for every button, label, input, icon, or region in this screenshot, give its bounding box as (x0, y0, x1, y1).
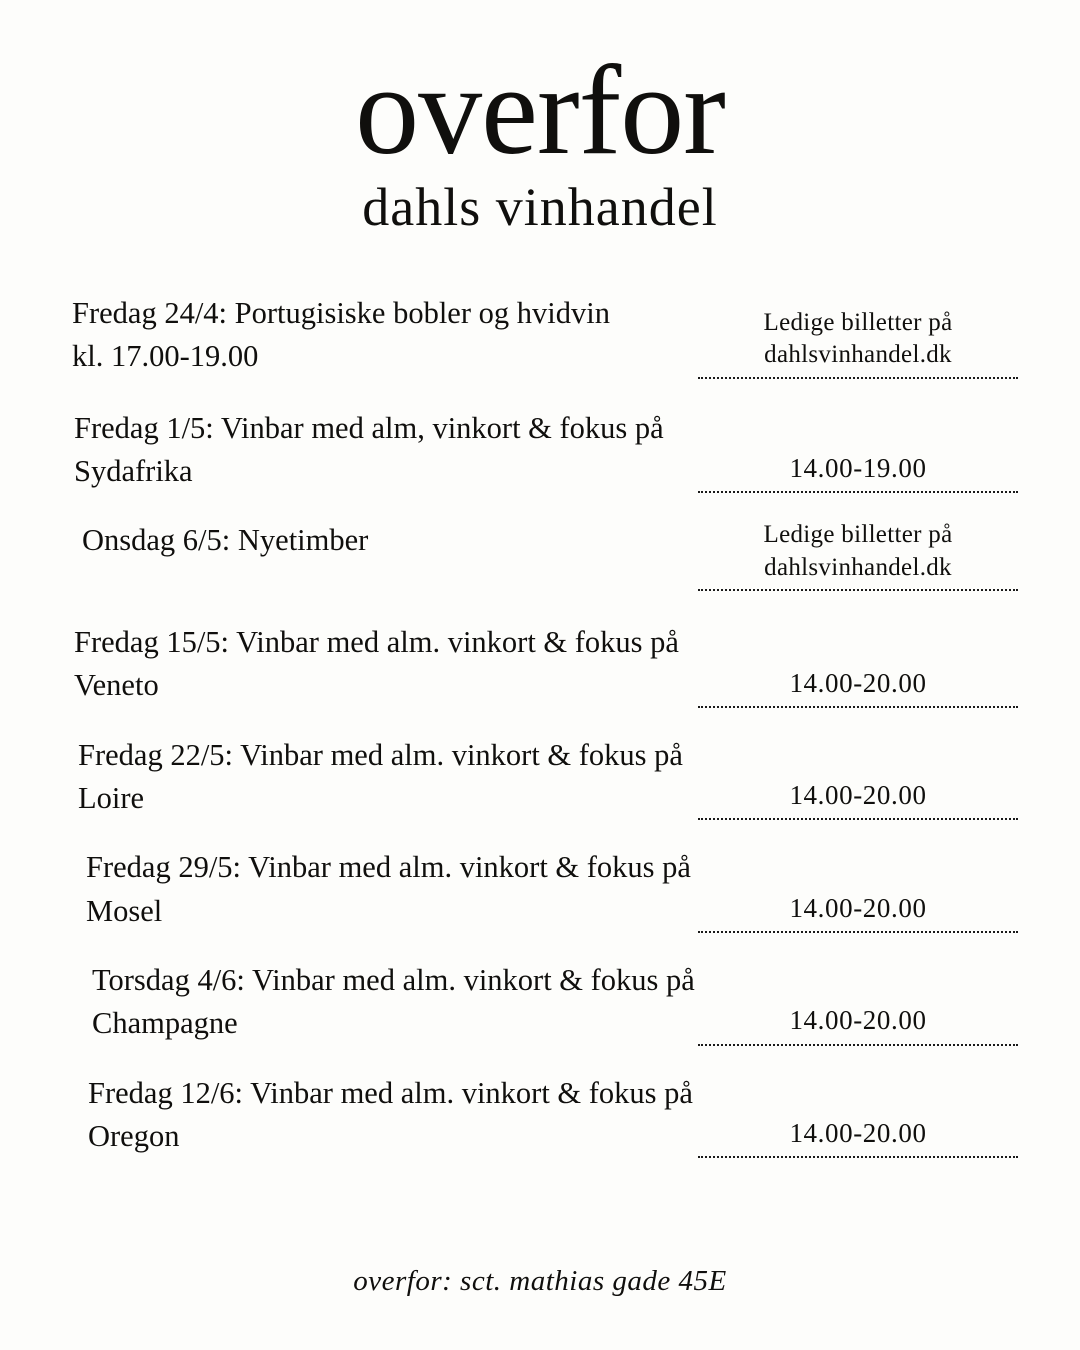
dotted-rule (698, 706, 1018, 708)
list-item (62, 846, 1018, 933)
address-line: overfor: sct. mathias gade 45E (353, 1265, 727, 1297)
event-detail-group (698, 891, 1018, 933)
dotted-rule (698, 377, 1018, 379)
dotted-rule (698, 1156, 1018, 1158)
event-detail: 14.00-19.00 (789, 453, 927, 484)
event-title: Fredag 24/4: Portugisiske bobler og hvidvin kl. 17.00-19.00 (72, 296, 610, 374)
list-item (62, 734, 1018, 821)
list-item (62, 1072, 1018, 1159)
event-detail: 14.00-20.00 (789, 1118, 927, 1149)
event-detail-group (698, 451, 1018, 493)
event-title: Fredag 15/5: Vinbar med alm. vinkort & fokus på Veneto (74, 625, 679, 703)
event-detail: 14.00-20.00 (789, 667, 927, 698)
event-detail-group (698, 666, 1018, 708)
poster-footer (0, 1265, 1080, 1298)
event-title: Fredag 29/5: Vinbar med alm. vinkort & fokus på Mosel (86, 850, 691, 928)
page-subtitle: dahls vinhandel (362, 177, 718, 237)
event-detail: 14.00-20.00 (789, 1005, 927, 1036)
list-item (62, 621, 1018, 708)
list-item (62, 407, 1018, 494)
event-detail: 14.00-20.00 (789, 780, 927, 811)
poster-header (0, 0, 1080, 237)
event-detail-group (698, 1116, 1018, 1158)
event-title: Onsdag 6/5: Nyetimber (82, 523, 369, 558)
event-detail-group (698, 307, 1018, 379)
page-title: overfor (355, 39, 725, 181)
event-detail: 14.00-20.00 (789, 892, 927, 923)
event-detail-group (698, 778, 1018, 820)
event-detail-group (698, 1003, 1018, 1045)
dotted-rule (698, 818, 1018, 820)
dotted-rule (698, 589, 1018, 591)
list-item (62, 519, 1018, 591)
event-title: Fredag 1/5: Vinbar med alm, vinkort & fokus på Sydafrika (74, 410, 664, 488)
dotted-rule (698, 1044, 1018, 1046)
event-list (0, 292, 1080, 1158)
event-detail-group (698, 519, 1018, 591)
event-title: Fredag 12/6: Vinbar med alm. vinkort & fokus på Oregon (88, 1075, 693, 1153)
list-item (62, 959, 1018, 1046)
list-item (62, 292, 1018, 379)
event-detail: Ledige billetter på dahlsvinhandel.dk (763, 308, 953, 369)
event-title: Fredag 22/5: Vinbar med alm. vinkort & fokus på Loire (78, 737, 683, 816)
event-title: Torsdag 4/6: Vinbar med alm. vinkort & fokus på Champagne (92, 962, 695, 1041)
dotted-rule (698, 931, 1018, 933)
event-detail: Ledige billetter på dahlsvinhandel.dk (763, 521, 953, 581)
dotted-rule (698, 491, 1018, 493)
